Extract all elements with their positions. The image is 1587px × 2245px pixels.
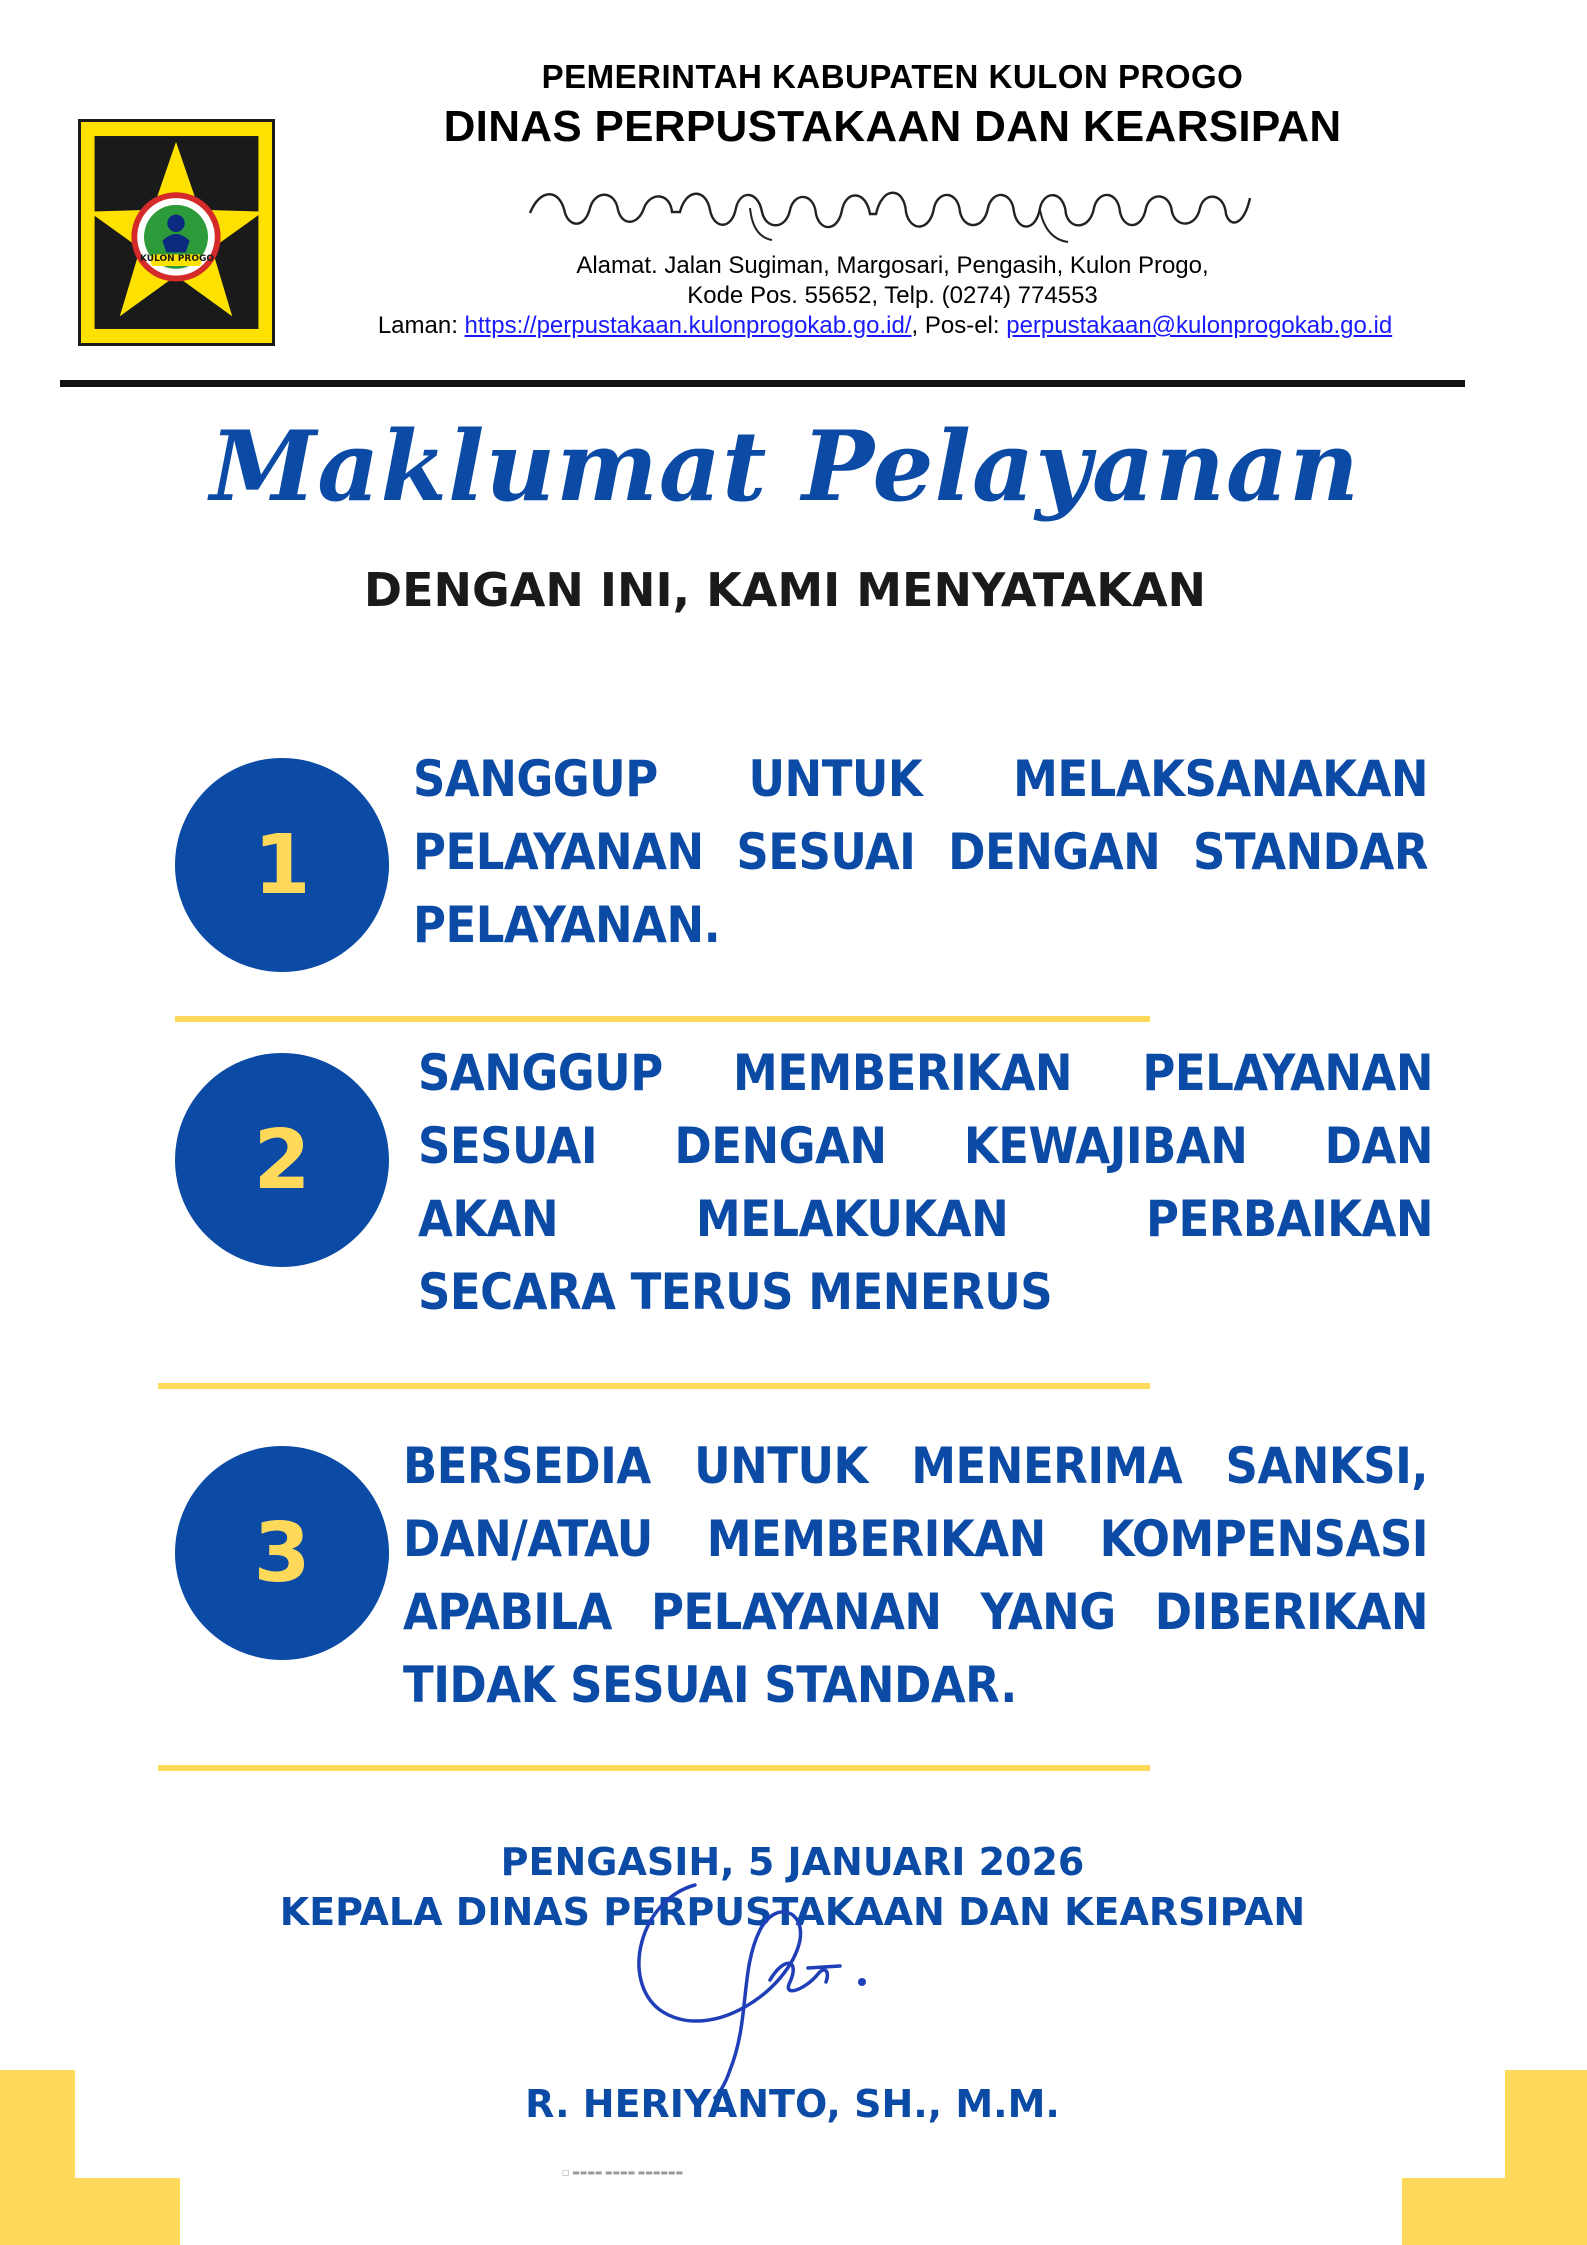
signatory-position: KEPALA DINAS PERPUSTAKAAN DAN KEARSIPAN — [279, 1890, 1306, 1934]
commitment-1-number: 1 — [175, 758, 389, 972]
commitment-3-line: APABILA PELAYANAN YANG DIBERIKAN — [403, 1583, 1428, 1641]
commitment-1-text — [413, 743, 1428, 962]
corner-block-left-wide — [0, 2178, 180, 2245]
commitment-2-line: SANGGUP MEMBERIKAN PELAYANAN — [418, 1044, 1433, 1102]
corner-block-right-wide — [1402, 2178, 1587, 2245]
commitment-3-line: BERSEDIA UNTUK MENERIMA SANKSI, — [403, 1437, 1428, 1495]
agency-name: DINAS PERPUSTAKAAN DAN KEARSIPAN — [443, 102, 1342, 151]
divider-3 — [158, 1765, 1150, 1771]
address-line-1: Alamat. Jalan Sugiman, Margosari, Pengasih, Kulon Progo, — [576, 252, 1209, 279]
signing-place-date: PENGASIH, 5 JANUARI 2026 — [500, 1840, 1085, 1884]
commitment-3-number: 3 — [175, 1446, 389, 1660]
commitment-2-text — [418, 1037, 1433, 1329]
letterhead-divider — [60, 380, 1465, 387]
commitment-2-line: AKAN MELAKUKAN PERBAIKAN — [418, 1190, 1433, 1248]
contact-line — [300, 312, 1470, 340]
page-title: Maklumat Pelayanan — [210, 410, 1360, 523]
divider-1 — [175, 1016, 1150, 1022]
kulon-progo-logo — [78, 119, 275, 346]
commitment-1-line: PELAYANAN SESUAI DENGAN STANDAR — [413, 823, 1428, 881]
commitment-1-line: SANGGUP UNTUK MELAKSANAKAN — [413, 750, 1428, 808]
javanese-script-agency-name — [520, 168, 1260, 246]
commitment-2-line: SESUAI DENGAN KEWAJIBAN DAN — [418, 1117, 1433, 1175]
handwritten-signature — [600, 1870, 1020, 2100]
divider-2 — [158, 1383, 1150, 1389]
page-subtitle: DENGAN INI, KAMI MENYATAKAN — [363, 563, 1207, 617]
website-prefix: Laman: — [377, 312, 465, 339]
email-prefix: , Pos-el: — [911, 312, 1007, 339]
address-line-2: Kode Pos. 55652, Telp. (0274) 774553 — [687, 282, 1098, 309]
commitment-3-line: DAN/ATAU MEMBERIKAN KOMPENSASI — [403, 1510, 1428, 1568]
logo-label: KULON PROGO — [139, 254, 215, 264]
emblem-icon — [81, 122, 272, 343]
signatory-name: R. HERIYANTO, SH., M.M. — [525, 2082, 1060, 2126]
government-name: PEMERINTAH KABUPATEN KULON PROGO — [541, 58, 1244, 95]
commitment-1-line: PELAYANAN. — [413, 896, 721, 954]
commitment-3-line: TIDAK SESUAI STANDAR. — [403, 1656, 1017, 1714]
scan-stamp: ▢ ▬▬▬▬ ▬▬▬▬ ▬▬▬▬▬▬ — [562, 2168, 684, 2177]
email-link[interactable]: perpustakaan@kulonprogokab.go.id — [1006, 312, 1393, 339]
commitment-2-number: 2 — [175, 1053, 389, 1267]
commitment-3-text — [403, 1430, 1428, 1722]
website-link[interactable]: https://perpustakaan.kulonprogokab.go.id/ — [464, 312, 912, 339]
commitment-2-line: SECARA TERUS MENERUS — [418, 1263, 1053, 1321]
